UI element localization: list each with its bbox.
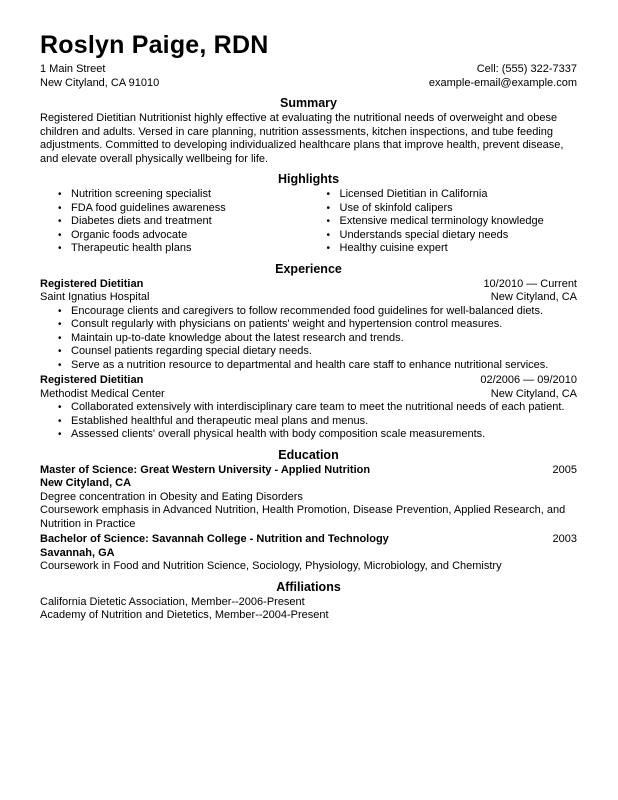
highlight-item: • Therapeutic health plans xyxy=(40,242,309,256)
highlight-item: • Organic foods advocate xyxy=(40,229,309,243)
highlight-item: • Nutrition screening specialist xyxy=(40,188,309,202)
job-duty: • Encourage clients and caregivers to follow recommended food guidelines for well-balanced diets. xyxy=(40,305,577,319)
job-employer-row xyxy=(40,291,577,305)
job-duty: • Established healthful and therapeutic meal plans and menus. xyxy=(40,415,577,429)
education-heading: Education xyxy=(278,447,339,462)
summary-heading: Summary xyxy=(280,96,337,110)
affiliation-item: California Dietetic Association, Member--2006-Present xyxy=(40,595,305,608)
highlights-heading: Highlights xyxy=(277,172,340,186)
job-duty: • Serve as a nutrition resource to departmental and health care staff to enhance nutritional services. xyxy=(40,359,577,373)
highlight-item: • Use of skinfold calipers xyxy=(309,202,578,216)
education-detail: Coursework in Food and Nutrition Science, Sociology, Physiology, Microbiology, and Chemistry xyxy=(40,560,502,572)
highlight-item: • Diabetes diets and treatment xyxy=(40,215,309,229)
job-duties xyxy=(40,401,577,442)
job-location: New Cityland, CA xyxy=(490,291,577,303)
degree-row xyxy=(40,533,577,547)
job-duty: • Collaborated extensively with interdisciplinary care team to meet the nutritional needs of each patient. xyxy=(40,401,577,415)
affiliation-item: Academy of Nutrition and Dietetics, Member--2004-Present xyxy=(40,609,329,621)
highlights-list xyxy=(40,188,577,256)
highlight-item: • Understands special dietary needs xyxy=(309,229,578,243)
job-title-row xyxy=(40,374,577,388)
job-title: Registered Dietitian xyxy=(40,277,144,290)
summary-text: Registered Dietitian Nutritionist highly effective at evaluating the nutritional needs of overweight and obese children and adults. Versed in care planning, nutrition assessments, kitchen inspections, and tube feeding adjustments. Committed to developing individualized healthcare plans that improve health, prevent disease, and elevate overall physically wellbeing for life. xyxy=(40,112,564,165)
highlight-item: • Licensed Dietitian in California xyxy=(309,188,578,202)
degree-year: 2005 xyxy=(552,463,577,476)
highlight-item: • FDA food guidelines awareness xyxy=(40,202,309,216)
highlight-item: • Extensive medical terminology knowledge xyxy=(309,215,578,229)
phone-number: Cell: (555) 322-7337 xyxy=(476,63,577,75)
candidate-name: Roslyn Paige, RDN xyxy=(40,31,269,59)
job-duty: • Assessed clients' overall physical health with body composition scale measurements. xyxy=(40,428,577,442)
job-entry xyxy=(40,278,577,373)
job-employer: Methodist Medical Center xyxy=(40,387,165,400)
job-employer: Saint Ignatius Hospital xyxy=(40,291,150,303)
job-duty: • Consult regularly with physicians on patients' weight and hypertension control measures. xyxy=(40,318,577,332)
job-employer-row xyxy=(40,388,577,402)
email-address[interactable]: example-email@example.com xyxy=(428,76,577,89)
job-location: New Cityland, CA xyxy=(490,387,577,400)
education-detail: Coursework emphasis in Advanced Nutrition, Health Promotion, Disease Prevention, Applied Research, and Nutrition in Practice xyxy=(40,504,566,530)
contact-row-1 xyxy=(40,63,577,77)
highlight-item: • Healthy cuisine expert xyxy=(309,242,578,256)
education-entry xyxy=(40,464,577,532)
degree-row xyxy=(40,464,577,478)
highlights-left-column xyxy=(40,188,309,256)
job-entry xyxy=(40,374,577,442)
city-address: New Cityland, CA 91010 xyxy=(40,76,160,89)
contact-row-2 xyxy=(40,77,577,91)
job-title: Registered Dietitian xyxy=(40,374,144,386)
experience-heading: Experience xyxy=(275,261,342,276)
education-entry xyxy=(40,533,577,574)
school-location: Savannah, GA xyxy=(40,546,115,559)
school-location: New Cityland, CA xyxy=(40,477,132,489)
degree-title: Bachelor of Science: Savannah College - Nutrition and Technology xyxy=(40,533,389,545)
job-title-row xyxy=(40,278,577,292)
highlights-right-column xyxy=(309,188,578,256)
resume-page xyxy=(40,30,577,623)
job-dates: 10/2010 — Current xyxy=(483,277,577,290)
street-address: 1 Main Street xyxy=(40,63,106,75)
education-detail: Degree concentration in Obesity and Eating Disorders xyxy=(40,490,303,503)
job-dates: 02/2006 — 09/2010 xyxy=(480,374,577,386)
job-duty: • Maintain up-to-date knowledge about the latest research and trends. xyxy=(40,332,577,346)
degree-title: Master of Science: Great Western University - Applied Nutrition xyxy=(40,463,371,476)
job-duties xyxy=(40,305,577,373)
degree-year: 2003 xyxy=(552,533,577,545)
affiliations-heading: Affiliations xyxy=(276,579,341,594)
job-duty: • Counsel patients regarding special dietary needs. xyxy=(40,345,577,359)
